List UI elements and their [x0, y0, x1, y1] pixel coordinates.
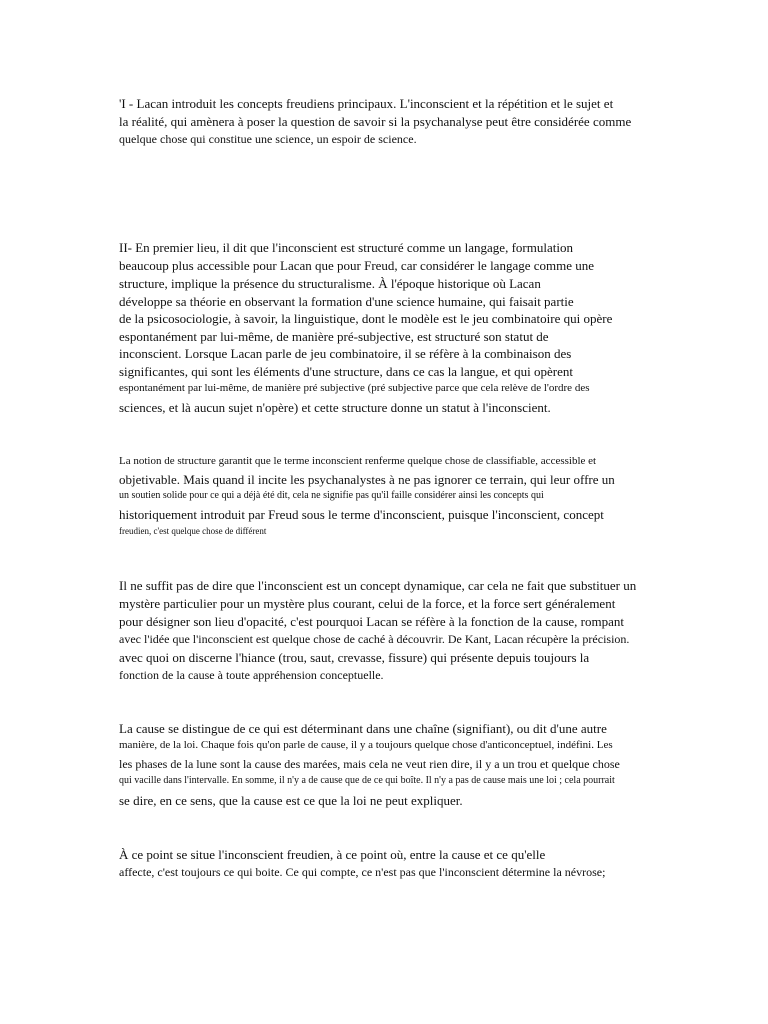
- text-line: inconscient. Lorsque Lacan parle de jeu combinatoire, il se réfère à la combinaison des: [119, 346, 572, 361]
- text-line: la réalité, qui amènera à poser la question de savoir si la psychanalyse peut être considérée comme: [119, 114, 632, 129]
- text-line: manière, de la loi. Chaque fois qu'on parle de cause, il y a toujours quelque chose d'anticonceptuel, indéfini. Les: [119, 739, 613, 751]
- text-line: beaucoup plus accessible pour Lacan que pour Freud, car considérer le langage comme une: [119, 258, 595, 273]
- text-line: mystère particulier pour un mystère plus courant, celui de la force, et la force sert généralement: [119, 596, 616, 611]
- text-line: significantes, qui sont les éléments d'une structure, dans ce cas la langue, et qui opèrent: [119, 364, 573, 379]
- text-line: sciences, et là aucun sujet n'opère) et cette structure donne un statut à l'inconscient.: [119, 400, 551, 415]
- text-line: structure, implique la présence du structuralisme. À l'époque historique où Lacan: [119, 276, 541, 291]
- text-line: se dire, en ce sens, que la cause est ce que la loi ne peut expliquer.: [119, 793, 463, 808]
- text-line: fonction de la cause à toute appréhension conceptuelle.: [119, 668, 384, 682]
- text-line: pour désigner son lieu d'opacité, c'est pourquoi Lacan se réfère à la fonction de la cause, rompant: [119, 614, 624, 629]
- text-line: espontanément par lui-même, de manière pré subjective (pré subjective parce que cela relève de l'ordre des: [119, 382, 590, 394]
- text-line: 'I - Lacan introduit les concepts freudiens principaux. L'inconscient et la répétition et le sujet et: [119, 96, 614, 111]
- text-line: La notion de structure garantit que le terme inconscient renferme quelque chose de classifiable, accessible et: [119, 455, 597, 467]
- text-line: de la psicosociologie, à savoir, la linguistique, dont le modèle est le jeu combinatoire qui opère: [119, 311, 613, 326]
- text-line: freudien, c'est quelque chose de différent: [119, 526, 267, 536]
- text-line: objetivable. Mais quand il incite les psychanalystes à ne pas ignorer ce terrain, qui leur offre un: [119, 472, 615, 487]
- text-line: qui vacille dans l'intervalle. En somme, il n'y a de cause que de ce qui boîte. Il n'y a pas de cause mais une loi ; cela pourrait: [119, 775, 615, 786]
- text-line: II- En premier lieu, il dit que l'inconscient est structuré comme un langage, formulation: [119, 240, 573, 255]
- text-line: un soutien solide pour ce qui a déjà été dit, cela ne signifie pas qu'il faille considérer ainsi les concepts qui: [119, 490, 544, 501]
- text-line: À ce point se situe l'inconscient freudien, à ce point où, entre la cause et ce qu'elle: [119, 847, 546, 862]
- text-line: espontanément par lui-même, de manière pré-subjective, est structuré son statut de: [119, 329, 549, 344]
- text-line: les phases de la lune sont la cause des marées, mais cela ne veut rien dire, il y a un trou et quelque chose: [119, 757, 620, 771]
- text-line: Il ne suffit pas de dire que l'inconscient est un concept dynamique, car cela ne fait que substituer un: [119, 578, 637, 593]
- text-line: historiquement introduit par Freud sous le terme d'inconscient, puisque l'inconscient, concept: [119, 507, 604, 522]
- text-line: avec l'idée que l'inconscient est quelque chose de caché à découvrir. De Kant, Lacan récupère la précision.: [119, 632, 630, 646]
- text-line: avec quoi on discerne l'hiance (trou, saut, crevasse, fissure) qui présente depuis toujours la: [119, 650, 590, 665]
- text-line: affecte, c'est toujours ce qui boite. Ce qui compte, ce n'est pas que l'inconscient détermine la névrose;: [119, 865, 606, 879]
- text-line: quelque chose qui constitue une science, un espoir de science.: [119, 132, 417, 146]
- text-line: développe sa théorie en observant la formation d'une science humaine, qui faisait partie: [119, 294, 574, 309]
- text-line: La cause se distingue de ce qui est déterminant dans une chaîne (signifiant), ou dit d'une autre: [119, 721, 607, 736]
